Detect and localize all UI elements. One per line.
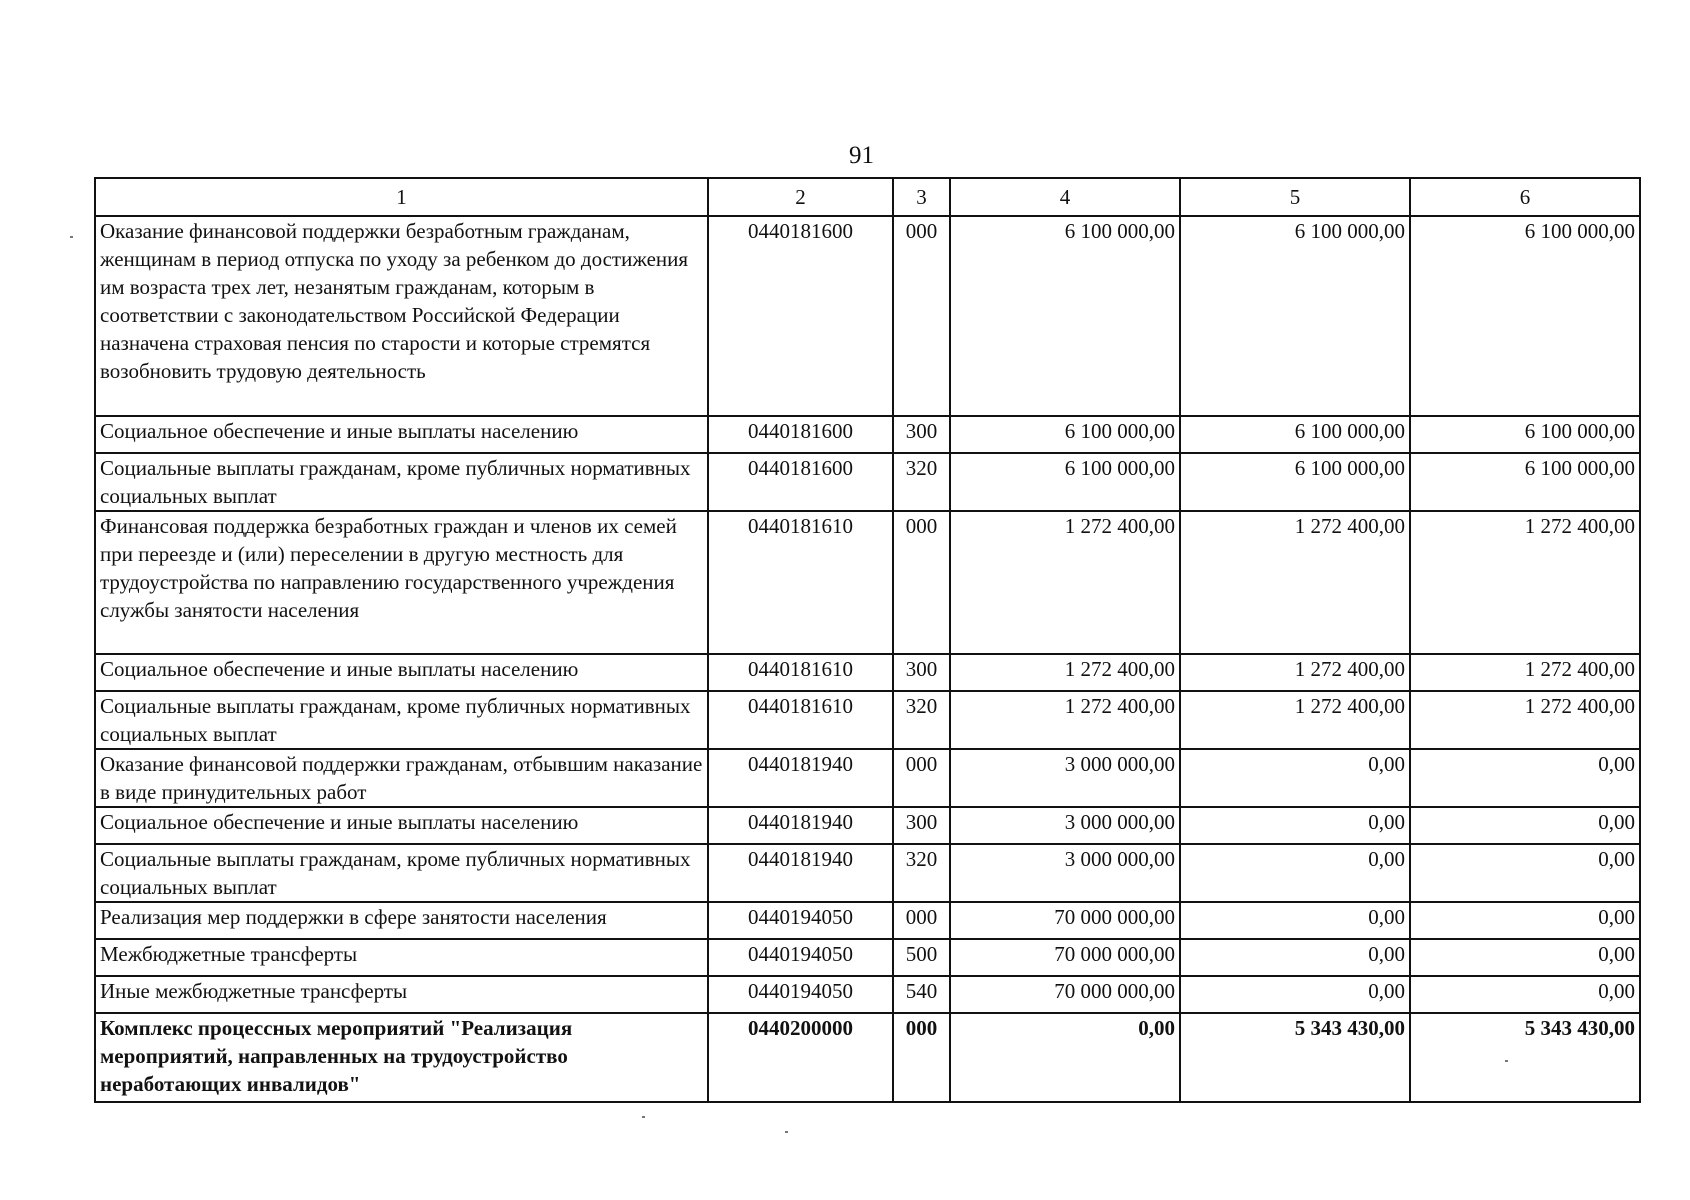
table-row — [95, 976, 1640, 1013]
table-row — [95, 807, 1640, 844]
row-amount-col5: 6 100 000,00 — [1180, 453, 1410, 511]
row-type-cell: 000 — [893, 902, 950, 939]
row-amount-col4: 0,00 — [950, 1013, 1180, 1102]
table-row — [95, 416, 1640, 453]
row-amount-col6: 0,00 — [1410, 807, 1640, 844]
row-amount-col5: 0,00 — [1180, 807, 1410, 844]
row-code-cell: 0440200000 — [708, 1013, 893, 1102]
row-type-cell: 000 — [893, 749, 950, 807]
row-amount-col6: 6 100 000,00 — [1410, 453, 1640, 511]
row-name-cell: Финансовая поддержка безработных граждан и членов их семей при переезде и (или) переселении в другую местность для трудоустройства по направлению государственного учреждения службы занятости населения — [95, 511, 708, 654]
header-col-6: 6 — [1410, 178, 1640, 216]
row-amount-col6: 1 272 400,00 — [1410, 654, 1640, 691]
row-name-cell: Социальное обеспечение и иные выплаты населению — [95, 807, 708, 844]
row-amount-col4: 3 000 000,00 — [950, 807, 1180, 844]
scan-speck — [785, 1131, 788, 1133]
table-row — [95, 749, 1640, 807]
row-amount-col4: 3 000 000,00 — [950, 749, 1180, 807]
row-name-cell: Социальные выплаты гражданам, кроме публичных нормативных социальных выплат — [95, 691, 708, 749]
header-col-3: 3 — [893, 178, 950, 216]
row-amount-col6: 0,00 — [1410, 939, 1640, 976]
header-col-4: 4 — [950, 178, 1180, 216]
table-row — [95, 453, 1640, 511]
table-row — [95, 1013, 1640, 1102]
row-type-cell: 000 — [893, 1013, 950, 1102]
row-amount-col5: 0,00 — [1180, 749, 1410, 807]
row-amount-col4: 3 000 000,00 — [950, 844, 1180, 902]
row-amount-col6: 0,00 — [1410, 902, 1640, 939]
table-row — [95, 511, 1640, 654]
row-code-cell: 0440181940 — [708, 749, 893, 807]
scan-speck — [70, 236, 73, 238]
table-row — [95, 902, 1640, 939]
table-row — [95, 939, 1640, 976]
row-amount-col5: 0,00 — [1180, 939, 1410, 976]
row-type-cell: 300 — [893, 654, 950, 691]
row-name-cell: Иные межбюджетные трансферты — [95, 976, 708, 1013]
scan-speck — [1505, 1060, 1508, 1062]
table-body — [95, 216, 1640, 1102]
row-amount-col4: 70 000 000,00 — [950, 902, 1180, 939]
table-row — [95, 216, 1640, 416]
row-code-cell: 0440181600 — [708, 216, 893, 416]
table-row — [95, 844, 1640, 902]
row-amount-col6: 6 100 000,00 — [1410, 416, 1640, 453]
row-type-cell: 500 — [893, 939, 950, 976]
row-amount-col5: 0,00 — [1180, 976, 1410, 1013]
row-name-cell: Социальные выплаты гражданам, кроме публичных нормативных социальных выплат — [95, 453, 708, 511]
row-amount-col4: 70 000 000,00 — [950, 976, 1180, 1013]
row-amount-col5: 0,00 — [1180, 844, 1410, 902]
row-amount-col6: 5 343 430,00 — [1410, 1013, 1640, 1102]
row-name-cell: Социальное обеспечение и иные выплаты населению — [95, 416, 708, 453]
row-type-cell: 300 — [893, 807, 950, 844]
row-code-cell: 0440181600 — [708, 416, 893, 453]
row-name-cell: Оказание финансовой поддержки гражданам, отбывшим наказание в виде принудительных работ — [95, 749, 708, 807]
row-amount-col6: 0,00 — [1410, 749, 1640, 807]
row-type-cell: 000 — [893, 216, 950, 416]
row-code-cell: 0440194050 — [708, 976, 893, 1013]
row-amount-col5: 1 272 400,00 — [1180, 654, 1410, 691]
row-amount-col4: 1 272 400,00 — [950, 654, 1180, 691]
row-amount-col4: 6 100 000,00 — [950, 416, 1180, 453]
row-code-cell: 0440194050 — [708, 939, 893, 976]
row-amount-col6: 1 272 400,00 — [1410, 511, 1640, 654]
row-amount-col5: 1 272 400,00 — [1180, 691, 1410, 749]
row-name-cell: Оказание финансовой поддержки безработным гражданам, женщинам в период отпуска по уходу за ребенком до достижения им возраста трех лет, незанятым гражданам, которым в соответствии с законодательством Российской Федерации назначена страховая пенсия по старости и которые стремятся возобновить трудовую деятельность — [95, 216, 708, 416]
header-col-2: 2 — [708, 178, 893, 216]
row-amount-col4: 1 272 400,00 — [950, 691, 1180, 749]
row-type-cell: 300 — [893, 416, 950, 453]
row-amount-col5: 6 100 000,00 — [1180, 216, 1410, 416]
row-amount-col5: 6 100 000,00 — [1180, 416, 1410, 453]
row-amount-col5: 0,00 — [1180, 902, 1410, 939]
page-number: 91 — [849, 142, 874, 169]
row-amount-col5: 1 272 400,00 — [1180, 511, 1410, 654]
row-name-cell: Реализация мер поддержки в сфере занятости населения — [95, 902, 708, 939]
row-name-cell: Комплекс процессных мероприятий "Реализация мероприятий, направленных на трудоустройство неработающих инвалидов" — [95, 1013, 708, 1102]
header-col-5: 5 — [1180, 178, 1410, 216]
row-amount-col6: 0,00 — [1410, 976, 1640, 1013]
row-type-cell: 320 — [893, 691, 950, 749]
row-type-cell: 320 — [893, 844, 950, 902]
table-row — [95, 654, 1640, 691]
header-row — [95, 178, 1640, 216]
row-type-cell: 000 — [893, 511, 950, 654]
row-amount-col4: 6 100 000,00 — [950, 453, 1180, 511]
header-col-1: 1 — [95, 178, 708, 216]
row-name-cell: Социальное обеспечение и иные выплаты населению — [95, 654, 708, 691]
table-row — [95, 691, 1640, 749]
row-code-cell: 0440181610 — [708, 691, 893, 749]
budget-table — [94, 177, 1641, 1103]
row-amount-col6: 0,00 — [1410, 844, 1640, 902]
row-code-cell: 0440181610 — [708, 511, 893, 654]
row-name-cell: Межбюджетные трансферты — [95, 939, 708, 976]
row-code-cell: 0440181940 — [708, 807, 893, 844]
row-code-cell: 0440181600 — [708, 453, 893, 511]
row-code-cell: 0440181940 — [708, 844, 893, 902]
row-code-cell: 0440194050 — [708, 902, 893, 939]
row-amount-col5: 5 343 430,00 — [1180, 1013, 1410, 1102]
row-code-cell: 0440181610 — [708, 654, 893, 691]
row-type-cell: 320 — [893, 453, 950, 511]
row-amount-col6: 6 100 000,00 — [1410, 216, 1640, 416]
row-amount-col4: 1 272 400,00 — [950, 511, 1180, 654]
scan-speck — [642, 1116, 645, 1118]
row-amount-col4: 70 000 000,00 — [950, 939, 1180, 976]
row-name-cell: Социальные выплаты гражданам, кроме публичных нормативных социальных выплат — [95, 844, 708, 902]
row-amount-col6: 1 272 400,00 — [1410, 691, 1640, 749]
row-amount-col4: 6 100 000,00 — [950, 216, 1180, 416]
row-type-cell: 540 — [893, 976, 950, 1013]
